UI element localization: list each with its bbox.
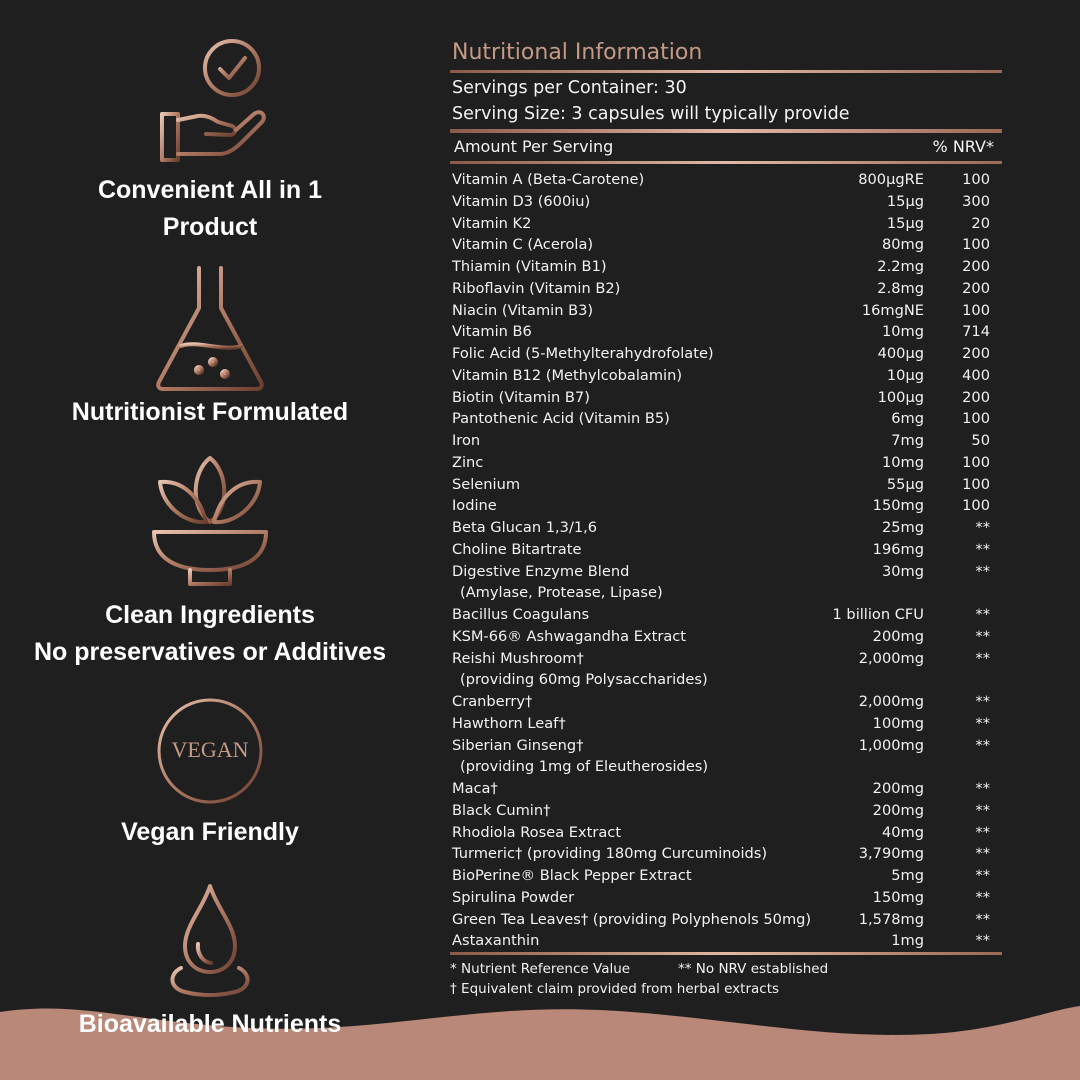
nutrient-name: Pantothenic Acid (Vitamin B5): [452, 410, 670, 428]
nutrient-name: Reishi Mushroom†: [452, 649, 584, 667]
nutrient-amount: 1,000mg: [858, 736, 924, 754]
nutrient-name: Niacin (Vitamin B3): [452, 301, 594, 319]
nutrient-name: Turmeric† (providing 180mg Curcuminoids): [452, 845, 768, 863]
table-row: [452, 408, 1002, 430]
nutrient-name: Riboflavin (Vitamin B2): [452, 279, 621, 297]
nutrient-nrv: **: [975, 540, 990, 558]
nutrient-nrv: 200: [962, 258, 990, 275]
nutrient-nrv: **: [975, 910, 990, 928]
table-row: [452, 495, 1002, 517]
nutrient-name: Thiamin (Vitamin B1): [452, 258, 607, 275]
table-row: [452, 909, 1002, 931]
nutrient-nrv: 200: [962, 279, 990, 297]
nutrient-amount: 10mg: [881, 323, 924, 341]
nutrient-amount: 7mg: [891, 432, 924, 449]
nutrient-name: BioPerine® Black Pepper Extract: [452, 867, 692, 884]
table-row: [452, 430, 1002, 452]
nutrient-amount: 3,790mg: [858, 845, 924, 863]
nutrient-nrv: **: [975, 888, 990, 906]
hand-check-icon: [140, 36, 280, 166]
nutrient-amount: 200mg: [872, 780, 924, 797]
nutrient-nrv: 200: [962, 388, 990, 406]
flask-icon: [145, 262, 275, 392]
divider: [450, 161, 1002, 164]
table-row: [452, 474, 1002, 496]
table-row: [452, 256, 1002, 278]
nutrient-nrv: 300: [962, 192, 990, 210]
feature-label: Convenient All in 1 Product: [97, 176, 323, 241]
nutrient-nrv: 200: [962, 345, 990, 362]
feature-clean-ingredients: [0, 452, 420, 671]
header-nrv: % NRV*: [932, 137, 994, 156]
nutrient-amount: 150mg: [872, 497, 924, 515]
nutrient-amount: 2,000mg: [858, 649, 924, 667]
table-row: [452, 648, 1002, 670]
nutrient-amount: 25mg: [881, 519, 924, 536]
table-row: [452, 626, 1002, 648]
nutrient-name: Green Tea Leaves† (providing Polyphenols 50mg): [452, 910, 812, 928]
nutrient-name: Vitamin B12 (Methylcobalamin): [452, 366, 683, 384]
divider: [450, 952, 1002, 955]
nutrient-nrv: 100: [962, 453, 990, 471]
table-row: [452, 669, 1002, 691]
table-row: [452, 191, 1002, 213]
feature-label: Nutritionist Formulated: [71, 398, 349, 426]
table-row: [452, 778, 1002, 800]
vegan-badge-text: VEGAN: [171, 737, 249, 762]
table-row: [452, 843, 1002, 865]
nutrient-amount: 15µg: [886, 192, 924, 210]
table-row: [452, 822, 1002, 844]
nutrient-amount: 40mg: [881, 823, 924, 841]
panel-title: Nutritional Information: [452, 40, 703, 65]
header-amount: Amount Per Serving: [454, 137, 614, 156]
divider: [450, 70, 1002, 73]
feature-bioavailable: [0, 882, 420, 1043]
nutrient-nrv: 714: [962, 323, 990, 341]
table-row: [452, 756, 1002, 778]
nutrient-amount: 5mg: [891, 867, 924, 884]
nutrient-amount: 6mg: [891, 410, 924, 428]
nutrient-amount: 2.2mg: [877, 258, 924, 275]
table-row: [452, 887, 1002, 909]
nutrient-nrv: 100: [962, 171, 990, 188]
table-row: [452, 582, 1002, 604]
nutrient-name: Astaxanthin: [452, 932, 540, 950]
nutrient-nrv: 100: [962, 475, 990, 493]
nutrient-nrv: 50: [971, 432, 990, 449]
nutrient-name: Folic Acid (5-Methylterahydrofolate): [452, 345, 714, 362]
feature-label: Vegan Friendly: [121, 818, 299, 846]
nutrient-amount: 150mg: [872, 888, 924, 906]
nutrient-name: (providing 1mg of Eleutherosides): [460, 758, 709, 776]
servings-per-container: Servings per Container: 30: [452, 78, 687, 98]
nutrient-name: Choline Bitartrate: [452, 540, 582, 558]
features-column: [0, 0, 420, 1080]
nutrient-amount: 16mgNE: [861, 301, 924, 319]
nutrient-nrv: **: [975, 693, 990, 710]
table-row: [452, 321, 1002, 343]
table-row: [452, 865, 1002, 887]
nutrient-name: Iodine: [452, 497, 497, 515]
nutrient-amount: 1mg: [891, 932, 924, 950]
table-row: [452, 365, 1002, 387]
nutrient-table: [452, 169, 1002, 952]
nutrient-name: Rhodiola Rosea Extract: [452, 823, 622, 841]
nutrient-nrv: 20: [971, 214, 990, 232]
table-row: [452, 561, 1002, 583]
nutrient-name: KSM-66® Ashwagandha Extract: [452, 627, 687, 645]
footnote-herbal: † Equivalent claim provided from herbal extracts: [450, 981, 780, 997]
nutrient-amount: 400µg: [877, 345, 924, 362]
nutrient-nrv: **: [975, 845, 990, 863]
nutrient-amount: 1 billion CFU: [832, 606, 924, 623]
nutrient-amount: 10µg: [886, 366, 924, 384]
nutrient-nrv: **: [975, 562, 990, 580]
nutrient-nrv: 100: [962, 497, 990, 515]
nutrient-name: Vitamin K2: [452, 214, 532, 232]
nutrient-name: Zinc: [452, 453, 484, 471]
nutrient-amount: 200mg: [872, 627, 924, 645]
nutrient-nrv: 100: [962, 410, 990, 428]
nutrient-name: Spirulina Powder: [452, 888, 575, 906]
nutrient-amount: 55µg: [886, 475, 924, 493]
table-row: [452, 278, 1002, 300]
table-row: [452, 930, 1002, 952]
table-row: [452, 387, 1002, 409]
table-header: [454, 137, 994, 156]
nutrient-amount: 10mg: [881, 453, 924, 471]
table-row: [452, 300, 1002, 322]
table-row: [452, 691, 1002, 713]
table-row: [452, 517, 1002, 539]
nutrient-nrv: **: [975, 823, 990, 841]
nutrient-nrv: **: [975, 867, 990, 884]
divider: [450, 129, 1002, 133]
nutrient-nrv: 100: [962, 301, 990, 319]
nutrient-nrv: **: [975, 801, 990, 819]
nutrient-nrv: **: [975, 649, 990, 667]
nutrient-name: Vitamin C (Acerola): [452, 236, 594, 254]
vegan-badge-icon: [155, 696, 265, 806]
nutrient-name: Bacillus Coagulans: [452, 606, 590, 623]
feature-convenient: [0, 36, 420, 246]
nutrient-name: Digestive Enzyme Blend: [452, 562, 630, 580]
nutrient-amount: 15µg: [886, 214, 924, 232]
table-row: [452, 452, 1002, 474]
nutrient-nrv: 400: [962, 366, 990, 384]
footnote-nrv: * Nutrient Reference Value: [450, 961, 631, 977]
leaves-bowl-icon: [150, 452, 270, 587]
nutrient-name: (providing 60mg Polysaccharides): [460, 671, 708, 689]
nutrient-nrv: 100: [962, 236, 990, 254]
nutrient-name: Siberian Ginseng†: [452, 736, 584, 754]
nutrient-name: Hawthorn Leaf†: [452, 714, 566, 732]
nutrient-name: Iron: [452, 432, 481, 449]
table-row: [452, 604, 1002, 626]
table-row: [452, 539, 1002, 561]
nutrient-name: Biotin (Vitamin B7): [452, 388, 590, 406]
nutrient-amount: 80mg: [881, 236, 924, 254]
table-row: [452, 234, 1002, 256]
nutrient-nrv: **: [975, 714, 990, 732]
nutrient-amount: 30mg: [881, 562, 924, 580]
nutrient-amount: 2.8mg: [877, 279, 924, 297]
water-drop-icon: [165, 882, 255, 1002]
nutrient-name: Maca†: [452, 780, 498, 797]
nutrient-amount: 196mg: [872, 540, 924, 558]
nutrient-amount: 100mg: [872, 714, 924, 732]
table-row: [452, 343, 1002, 365]
nutrient-name: Vitamin B6: [452, 323, 532, 341]
feature-label: Clean Ingredients No preservatives or Additives: [34, 601, 386, 666]
table-row: [452, 169, 1002, 191]
nutrient-name: Beta Glucan 1,3/1,6: [452, 519, 598, 536]
nutrient-nrv: **: [975, 932, 990, 950]
nutrient-name: Vitamin D3 (600iu): [452, 192, 591, 210]
nutrient-amount: 800µgRE: [858, 171, 924, 188]
serving-size: Serving Size: 3 capsules will typically provide: [452, 104, 850, 124]
nutrient-nrv: **: [975, 606, 990, 623]
table-row: [452, 735, 1002, 757]
nutrient-name: Cranberry†: [452, 693, 533, 710]
feature-label: Bioavailable Nutrients: [78, 1010, 342, 1038]
table-row: [452, 213, 1002, 235]
nutrient-amount: 1,578mg: [858, 910, 924, 928]
feature-vegan: [0, 696, 420, 851]
nutrient-name: (Amylase, Protease, Lipase): [460, 584, 663, 602]
footnote-no-nrv: ** No NRV established: [678, 961, 829, 977]
nutrient-nrv: **: [975, 736, 990, 754]
nutrient-amount: 200mg: [872, 801, 924, 819]
nutrient-name: Vitamin A (Beta-Carotene): [452, 171, 645, 188]
nutrient-amount: 2,000mg: [858, 693, 924, 710]
nutrient-nrv: **: [975, 627, 990, 645]
nutrient-amount: 100µg: [877, 388, 924, 406]
nutrient-nrv: **: [975, 519, 990, 536]
nutrient-name: Selenium: [452, 475, 521, 493]
table-row: [452, 713, 1002, 735]
feature-nutritionist: [0, 262, 420, 431]
nutrient-nrv: **: [975, 780, 990, 797]
table-row: [452, 800, 1002, 822]
nutrient-name: Black Cumin†: [452, 801, 551, 819]
